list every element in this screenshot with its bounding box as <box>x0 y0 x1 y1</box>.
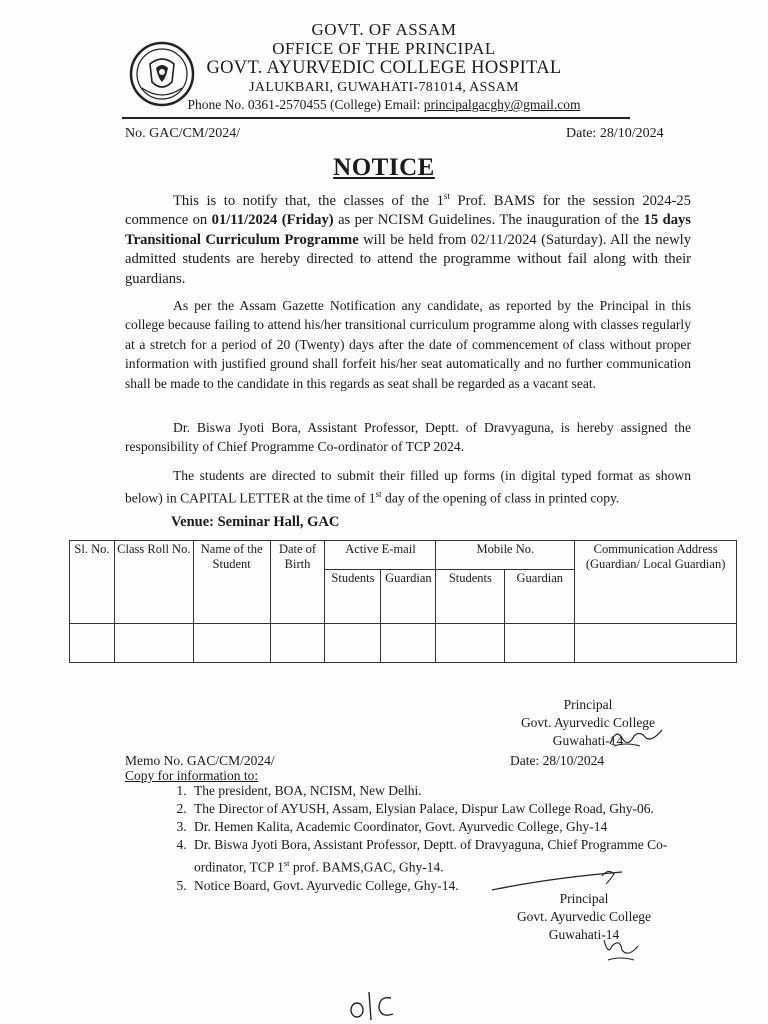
header-govt: GOVT. OF ASSAM <box>311 20 457 39</box>
col-sl-no: Sl. No. <box>70 541 115 624</box>
header-address: JALUKBARI, GUWAHATI-781014, ASSAM <box>249 80 519 95</box>
header-office: OFFICE OF THE PRINCIPAL <box>272 39 496 58</box>
venue: Venue: Seminar Hall, GAC <box>171 514 340 530</box>
header-contact <box>0 97 768 113</box>
col-dob: Date of Birth <box>270 541 325 624</box>
student-form-table <box>69 540 737 663</box>
copy-heading: Copy for information to: <box>125 768 259 783</box>
col-mobile-students: Students <box>436 570 505 624</box>
handwritten-signature-icon <box>598 936 646 966</box>
memo-number: Memo No. GAC/CM/2024/ <box>125 753 275 768</box>
col-address: Communication Address (Guardian/ Local Guardian) <box>575 541 737 624</box>
ref-number: No. GAC/CM/2024/ <box>125 126 241 141</box>
list-item: 3. Dr. Hemen Kalita, Academic Coordinator, Govt. Ayurvedic College, Ghy-14 <box>190 818 710 836</box>
list-item: 1. The president, BOA, NCISM, New Delhi. <box>190 782 710 800</box>
handwritten-oc-mark-icon <box>345 988 401 1022</box>
paragraph-2: As per the Assam Gazette Notification any candidate, as reported by the Principal in this college because failing to attend his/her transitional curriculum programme along with classes regularly at a stretch for a period of 20 (Twenty) days after the date of commencement of class without proper information with justified ground shall forfeit his/her seat automatically and no further communication shall be made to the candidate in this regards as seat shall be regarded as a vacant seat. <box>125 298 691 391</box>
sign2-place: Guwahati-14 <box>548 927 620 942</box>
sign1-title: Principal <box>563 697 613 712</box>
col-mobile: Mobile No. <box>436 541 575 570</box>
sign2-college: Govt. Ayurvedic College <box>516 909 652 924</box>
col-email-guardian: Guardian <box>381 570 436 624</box>
col-email-students: Students <box>325 570 381 624</box>
col-class-roll: Class Roll No. <box>114 541 193 624</box>
header-phone: Phone No. 0361-2570455 (College) Email: <box>187 97 424 112</box>
sign2-title: Principal <box>559 891 609 906</box>
col-email: Active E-mail <box>325 541 436 570</box>
sign1-college: Govt. Ayurvedic College <box>520 715 656 730</box>
list-item: 5. Notice Board, Govt. Ayurvedic College, Ghy-14. <box>190 877 710 895</box>
header-divider <box>122 117 630 119</box>
list-item: 2. The Director of AYUSH, Assam, Elysian Palace, Dispur Law College Road, Ghy-06. <box>190 800 710 818</box>
sign1-place: Guwahati-14 <box>552 733 624 748</box>
handwritten-signature-icon <box>606 724 668 750</box>
table-row <box>70 624 737 663</box>
memo-date: Date: 28/10/2024 <box>510 753 605 768</box>
col-mobile-guardian: Guardian <box>505 570 575 624</box>
paragraph-4: The students are directed to submit their filled up forms (in digital typed format as shown below) in CAPITAL LETTER at the time of 1st day of the opening of class in printed copy. <box>125 468 691 506</box>
signature-block-2 <box>484 890 684 944</box>
notice-title: NOTICE <box>333 154 435 181</box>
header-email-link[interactable]: principalgacghy@gmail.com <box>423 97 581 112</box>
paragraph-3: Dr. Biswa Jyoti Bora, Assistant Professor, Deptt. of Dravyaguna, is hereby assigned the responsibility of Chief Programme Co-ordinator of TCP 2024. <box>125 420 691 454</box>
header-college: GOVT. AYURVEDIC COLLEGE HOSPITAL <box>206 58 562 78</box>
list-item: 4. Dr. Biswa Jyoti Bora, Assistant Professor, Deptt. of Dravyaguna, Chief Programme Co-ordinator, TCP 1st prof. BAMS,GAC, Ghy-14. <box>190 836 710 877</box>
ref-date: Date: 28/10/2024 <box>566 126 664 141</box>
paragraph-1: This is to notify that, the classes of the 1st Prof. BAMS for the session 2024-25 commence on 01/11/2024 (Friday) as per NCISM Guidelines. The inauguration of the 15 days Transitional Curriculum Programme will be held from 02/11/2024 (Saturday). All the newly admitted students are hereby directed to attend the programme without fail along with their guardians. <box>125 191 691 287</box>
col-student-name: Name of the Student <box>193 541 270 624</box>
